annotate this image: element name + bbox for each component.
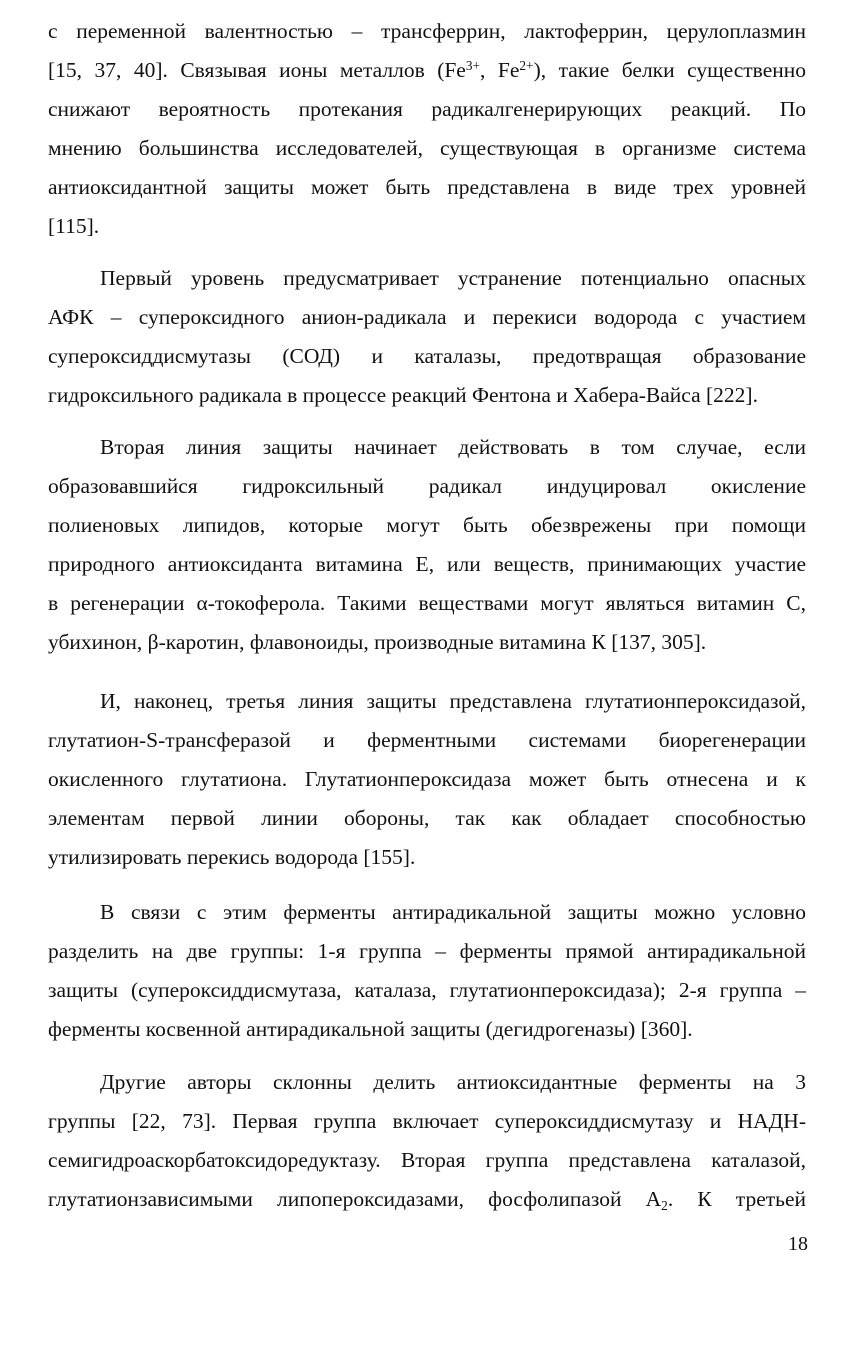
text-line: В связи с этим ферменты антирадикальной защиты можно условно: [100, 900, 806, 924]
text-line: ферменты косвенной антирадикальной защиты (дегидрогеназы) [360].: [48, 1017, 693, 1041]
text-line: группы [22, 73]. Первая группа включает супероксиддисмутазу и НАДН-: [48, 1109, 806, 1133]
text-line: Другие авторы склонны делить антиоксидантные ферменты на 3: [100, 1070, 806, 1094]
text-line-with-superscripts: [15, 37, 40]. Связывая ионы металлов ($Fe^{3+}$, $Fe^{2+}$), такие белки существенно: [48, 57, 806, 82]
page-number: 18: [788, 1233, 808, 1255]
text-line: образовавшийся гидроксильный радикал индуцировал окисление: [48, 474, 806, 498]
paragraph-1: [48, 12, 806, 246]
paragraph-4: [48, 682, 806, 877]
text-line: гидроксильного радикала в процессе реакций Фентона и Хабера-Вайса [222].: [48, 383, 758, 407]
paragraph-6: [48, 1063, 806, 1219]
text-line: [115].: [48, 214, 100, 238]
paragraph-5: [48, 893, 806, 1049]
text-line: АФК – супероксидного анион-радикала и перекиси водорода с участием: [48, 305, 806, 329]
text-line: разделить на две группы: 1-я группа – ферменты прямой антирадикальной: [48, 939, 806, 963]
text-line: окисленного глутатиона. Глутатионпероксидаза может быть отнесена и к: [48, 767, 806, 791]
text-line: семигидроаскорбатоксидоредуктазу. Вторая группа представлена каталазой,: [48, 1148, 806, 1172]
text-line: природного антиоксиданта витамина Е, или веществ, принимающих участие: [48, 552, 806, 576]
text-line: мнению большинства исследователей, существующая в организме система: [48, 136, 806, 160]
text-line: полиеновых липидов, которые могут быть обезврежены при помощи: [48, 513, 806, 537]
text-line: Вторая линия защиты начинает действовать в том случае, если: [100, 435, 806, 459]
text-line: в регенерации α-токоферола. Такими веществами могут являться витамин С,: [48, 591, 806, 615]
text-line: защиты (супероксиддисмутаза, каталаза, глутатионпероксидаза); 2-я группа –: [48, 978, 806, 1002]
paragraph-3: [48, 428, 806, 662]
text-line: элементам первой линии обороны, так как обладает способностью: [48, 806, 806, 830]
text-line: Первый уровень предусматривает устранение потенциально опасных: [100, 266, 806, 290]
paragraph-2: [48, 259, 806, 415]
text-line: супероксиддисмутазы (СОД) и каталазы, предотвращая образование: [48, 344, 806, 368]
text-line: убихинон, β-каротин, флавоноиды, производные витамина К [137, 305].: [48, 630, 707, 654]
text-line: антиоксидантной защиты может быть представлена в виде трех уровней: [48, 175, 806, 199]
text-line: И, наконец, третья линия защиты представлена глутатионпероксидазой,: [100, 689, 806, 713]
text-line: утилизировать перекись водорода [155].: [48, 845, 416, 869]
text-line: с переменной валентностью – трансферрин, лактоферрин, церулоплазмин: [48, 19, 806, 43]
text-line: глутатион-S-трансферазой и ферментными системами биорегенерации: [48, 728, 806, 752]
text-line: снижают вероятность протекания радикалгенерирующих реакций. По: [48, 97, 806, 121]
text-line-with-subscript: глутатионзависимыми липопероксидазами, фосфолипазой $А_2$. К третьей: [48, 1187, 807, 1213]
